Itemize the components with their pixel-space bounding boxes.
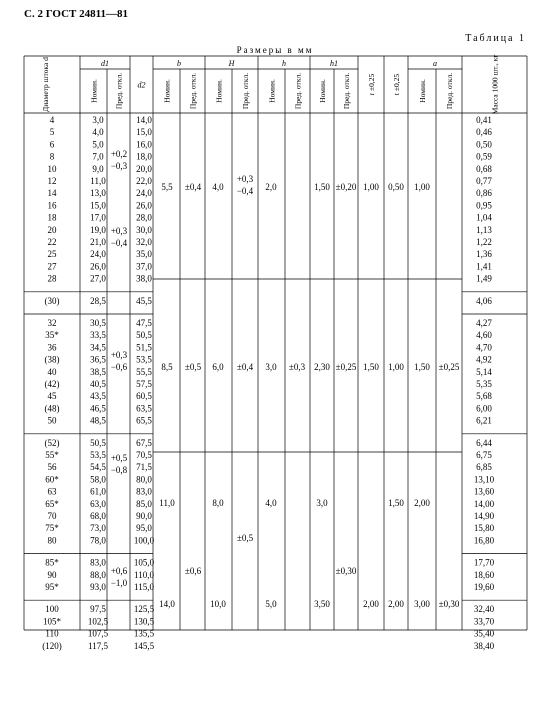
- h-tol-cell: ±0,3: [288, 362, 306, 372]
- mass-cell: 0,59: [476, 151, 492, 162]
- d2-cell: 63,5: [136, 403, 152, 414]
- group-header-h1: h1: [330, 59, 338, 68]
- r-cell: 1,50: [363, 362, 379, 372]
- H-tol-cell: +0,3: [236, 174, 254, 184]
- mass-cell: 4,27: [476, 318, 492, 328]
- d1-cell: 11,0: [90, 176, 106, 186]
- d2-cell: 60,5: [136, 391, 152, 402]
- mass-cell: 1,22: [476, 237, 492, 247]
- h-nom-cell: 2,0: [265, 182, 277, 192]
- diameter-cell: 75*: [45, 523, 59, 534]
- diameter-cell: 60*: [45, 474, 59, 485]
- mass-cell: 0,41: [476, 115, 492, 125]
- group-header-H: H: [228, 59, 235, 68]
- header-nominal: Номин.: [318, 79, 327, 103]
- d2-cell: 90,0: [136, 511, 152, 521]
- diameter-cell: 6: [49, 139, 55, 150]
- diameter-cell: 45: [47, 391, 57, 402]
- diameter-cell: 12: [47, 176, 57, 186]
- d2-cell: 18,0: [136, 151, 152, 162]
- mass-cell: 0,77: [476, 176, 492, 186]
- diameter-cell: 10: [47, 163, 57, 174]
- d2-cell: 105,0: [133, 557, 155, 568]
- d1-cell: 4,0: [92, 127, 104, 138]
- diameter-cell: 63: [47, 486, 57, 497]
- d1-cell: 28,5: [90, 295, 106, 306]
- d1-cell: 78,0: [90, 535, 106, 546]
- group-header-d1: d1: [101, 59, 109, 68]
- d2-cell: 65,5: [136, 415, 152, 426]
- mass-cell: 0,68: [476, 163, 492, 174]
- a-nom-cell: 2,00: [414, 498, 430, 508]
- d2-cell: 15,0: [136, 127, 152, 138]
- mass-cell: 4,06: [476, 295, 492, 306]
- mass-cell: 0,46: [476, 127, 492, 138]
- b-tol-cell: ±0,6: [184, 566, 202, 576]
- diameter-cell: 35*: [45, 330, 59, 341]
- d1-cell: 48,5: [90, 415, 106, 426]
- diameter-cell: 16: [47, 200, 57, 211]
- b-nom-cell: 14,0: [159, 599, 175, 609]
- d1-cell: 107,5: [87, 628, 109, 639]
- H-tol-cell: ±0,5: [236, 533, 254, 543]
- d1-cell: 40,5: [90, 379, 106, 389]
- d2-cell: 130,5: [133, 616, 155, 627]
- d2-cell: 55,5: [136, 366, 152, 377]
- d1-cell: 17,0: [90, 212, 106, 223]
- H-nom-cell: 8,0: [212, 498, 224, 508]
- d1-cell: 13,0: [90, 188, 106, 199]
- a-nom-cell: 3,00: [414, 599, 430, 609]
- header-tolerance: Пред. откл.: [293, 72, 303, 110]
- d2-cell: 37,0: [136, 261, 152, 272]
- d2-cell: 80,0: [136, 474, 152, 485]
- mass-cell: 5,14: [476, 366, 492, 377]
- d2-cell: 51,5: [136, 342, 152, 353]
- diameter-cell: 105*: [43, 616, 61, 627]
- d1-cell: 15,0: [90, 200, 106, 211]
- diameter-cell: 25: [47, 249, 57, 260]
- d2-cell: 26,0: [136, 200, 152, 211]
- d1-cell: 97,5: [90, 604, 106, 615]
- d1-tol-cell: +0,2: [110, 149, 128, 159]
- d1-cell: 43,5: [90, 391, 106, 402]
- d1-cell: 50,5: [90, 437, 106, 448]
- a-tol-cell: ±0,25: [438, 362, 460, 372]
- H-tol-cell: −0,4: [236, 186, 254, 196]
- d1-tol-cell: −0,3: [110, 161, 128, 171]
- d1-cell: 26,0: [90, 261, 106, 272]
- page-header: С. 2 ГОСТ 24811—81: [24, 8, 129, 20]
- d2-cell: 22,0: [136, 176, 152, 186]
- d1-cell: 63,0: [90, 498, 106, 509]
- d1-cell: 93,0: [90, 582, 106, 592]
- d1-cell: 61,0: [90, 486, 106, 497]
- d1-cell: 21,0: [90, 237, 106, 247]
- d1-cell: 3,0: [92, 115, 104, 125]
- group-header-h: h: [282, 59, 286, 68]
- t-cell: 2,00: [388, 599, 404, 609]
- d2-cell: 110,0: [134, 569, 154, 580]
- header-r: r ±0,25: [367, 73, 376, 96]
- mass-cell: 17,70: [473, 557, 495, 568]
- mass-cell: 0,86: [476, 188, 492, 199]
- header-tolerance: Пред. откл.: [342, 72, 351, 110]
- diameter-cell: 36: [47, 342, 57, 353]
- mass-cell: 35,40: [473, 628, 495, 639]
- H-tol-cell: ±0,4: [236, 362, 254, 372]
- diameter-cell: 22: [47, 237, 57, 247]
- mass-cell: 5,68: [476, 391, 492, 402]
- diameter-cell: (52): [44, 437, 60, 448]
- d1-cell: 36,5: [90, 354, 106, 365]
- diameter-cell: 56: [47, 462, 57, 473]
- H-nom-cell: 4,0: [212, 182, 224, 192]
- h1-nom-cell: 3,50: [314, 599, 330, 609]
- d2-cell: 115,0: [134, 582, 154, 592]
- header-diameter: Диаметр штока d: [41, 57, 50, 112]
- mass-cell: 6,85: [476, 462, 492, 473]
- diameter-cell: 4: [49, 115, 55, 125]
- h1-tol-cell: ±0,20: [335, 182, 357, 192]
- header-tolerance: Пред. откл.: [114, 72, 124, 110]
- d1-cell: 68,0: [90, 511, 106, 521]
- mass-cell: 4,92: [476, 354, 492, 365]
- h1-tol-cell: ±0,30: [335, 566, 357, 576]
- d1-tol-cell: +0,6: [110, 566, 128, 576]
- mass-cell: 14,90: [473, 511, 495, 521]
- header-tolerance: Пред. откл.: [445, 72, 454, 110]
- mass-cell: 13,10: [473, 474, 495, 485]
- mass-cell: 6,44: [476, 437, 492, 448]
- mass-cell: 4,70: [476, 342, 492, 353]
- d2-cell: 100,0: [133, 535, 155, 546]
- diameter-cell: (38): [44, 354, 60, 365]
- d2-cell: 32,0: [136, 237, 152, 247]
- H-nom-cell: 6,0: [212, 362, 224, 372]
- d2-cell: 71,5: [136, 462, 152, 473]
- mass-cell: 14,00: [473, 498, 495, 509]
- diameter-cell: 28: [47, 273, 57, 284]
- mass-cell: 5,35: [476, 379, 492, 389]
- d1-cell: 24,0: [90, 249, 106, 260]
- d1-cell: 9,0: [92, 163, 104, 174]
- diameter-cell: 8: [49, 151, 55, 162]
- d1-tol-cell: +0,5: [110, 453, 128, 463]
- d2-cell: 85,0: [136, 498, 152, 509]
- mass-cell: 1,36: [476, 249, 492, 260]
- diameter-cell: 80: [47, 535, 57, 546]
- mass-cell: 6,00: [476, 403, 492, 414]
- mass-cell: 4,60: [476, 330, 492, 341]
- d1-cell: 83,0: [90, 557, 106, 568]
- d2-cell: 125,5: [133, 604, 155, 615]
- d1-cell: 27,0: [90, 273, 106, 284]
- diameter-cell: 14: [47, 188, 57, 199]
- diameter-cell: 90: [47, 569, 57, 580]
- diameter-cell: (42): [44, 379, 60, 389]
- t-cell: 0,50: [388, 182, 404, 192]
- diameter-cell: 20: [47, 224, 57, 235]
- d2-cell: 57,5: [136, 379, 152, 389]
- mass-cell: 1,13: [476, 224, 492, 235]
- mass-cell: 15,80: [473, 523, 495, 534]
- d2-cell: 14,0: [136, 115, 152, 125]
- mass-cell: 6,75: [476, 450, 492, 460]
- mass-cell: 16,80: [473, 535, 495, 546]
- header-t: t ±0,25: [392, 73, 401, 96]
- d1-cell: 102,5: [87, 616, 109, 627]
- t-cell: 1,50: [388, 498, 404, 508]
- d1-tol-cell: −0,6: [110, 362, 128, 372]
- mass-cell: 0,50: [476, 139, 492, 150]
- diameter-cell: 55*: [45, 450, 59, 460]
- diameter-cell: (48): [44, 403, 60, 414]
- h1-tol-cell: ±0,25: [335, 362, 357, 372]
- units-caption: Размеры в мм: [236, 45, 314, 55]
- d1-cell: 5,0: [92, 139, 104, 150]
- diameter-cell: 85*: [45, 557, 59, 568]
- diameter-cell: 70: [47, 511, 57, 521]
- mass-cell: 18,60: [473, 569, 495, 580]
- h1-nom-cell: 1,50: [314, 182, 330, 192]
- b-nom-cell: 11,0: [159, 498, 175, 508]
- r-cell: 2,00: [363, 599, 379, 609]
- b-tol-cell: ±0,4: [184, 182, 202, 192]
- d2-cell: 47,5: [136, 318, 152, 328]
- table-label: Таблица 1: [465, 33, 526, 44]
- mass-cell: 6,21: [476, 415, 492, 426]
- d1-tol-cell: −1,0: [110, 578, 128, 588]
- mass-cell: 13,60: [473, 486, 495, 497]
- d1-cell: 58,0: [90, 474, 106, 485]
- d1-cell: 30,5: [90, 318, 106, 328]
- b-nom-cell: 5,5: [161, 182, 173, 192]
- h1-nom-cell: 2,30: [314, 362, 330, 372]
- diameter-cell: (120): [42, 640, 62, 651]
- d1-cell: 117,5: [88, 640, 108, 651]
- diameter-cell: 65*: [45, 498, 59, 509]
- group-header-b: b: [177, 59, 181, 68]
- d1-cell: 7,0: [92, 151, 104, 162]
- d1-tol-cell: −0,4: [110, 238, 128, 248]
- d1-cell: 54,5: [90, 462, 106, 473]
- header-nominal: Номин.: [162, 79, 172, 103]
- d1-cell: 33,5: [90, 330, 106, 341]
- r-cell: 1,00: [363, 182, 379, 192]
- header-d2: d2: [137, 80, 146, 90]
- d2-cell: 45,5: [136, 295, 152, 306]
- d2-cell: 70,5: [136, 450, 152, 460]
- a-nom-cell: 1,50: [414, 362, 430, 372]
- d1-cell: 34,5: [90, 342, 106, 353]
- d1-cell: 88,0: [90, 569, 106, 580]
- header-mass: Масса 1000 шт., кг: [490, 54, 500, 115]
- mass-cell: 1,49: [476, 273, 492, 284]
- d2-cell: 53,5: [136, 354, 152, 365]
- header-nominal: Номин.: [214, 79, 224, 103]
- header-nominal: Номин.: [89, 79, 99, 103]
- d2-cell: 95,0: [136, 523, 152, 534]
- header-tolerance: Пред. откл.: [241, 72, 250, 110]
- mass-cell: 32,40: [473, 604, 495, 615]
- t-cell: 1,00: [388, 362, 404, 372]
- mass-cell: 1,41: [476, 261, 492, 272]
- diameter-cell: 100: [45, 604, 59, 615]
- diameter-cell: 18: [47, 212, 57, 223]
- diameter-cell: (30): [44, 295, 60, 306]
- d2-cell: 135,5: [133, 628, 155, 639]
- diameter-cell: 5: [49, 127, 55, 138]
- header-tolerance: Пред. откл.: [188, 72, 198, 110]
- h-nom-cell: 5,0: [265, 599, 277, 609]
- d2-cell: 38,0: [136, 273, 152, 284]
- a-tol-cell: ±0,30: [438, 599, 460, 609]
- d2-cell: 83,0: [136, 486, 152, 497]
- d1-cell: 73,0: [90, 523, 106, 534]
- d2-cell: 30,0: [136, 224, 152, 235]
- group-header-a: a: [433, 59, 437, 68]
- d1-cell: 19,0: [90, 224, 106, 235]
- diameter-cell: 40: [47, 366, 57, 377]
- d2-cell: 67,5: [136, 437, 152, 448]
- d1-cell: 53,5: [90, 450, 106, 460]
- d2-cell: 28,0: [136, 212, 152, 223]
- d2-cell: 50,5: [136, 330, 152, 341]
- mass-cell: 33,70: [473, 616, 495, 627]
- diameter-cell: 110: [45, 628, 59, 639]
- a-nom-cell: 1,00: [414, 182, 430, 192]
- d2-cell: 16,0: [136, 139, 152, 150]
- mass-cell: 0,95: [476, 200, 492, 211]
- mass-cell: 19,60: [473, 582, 495, 592]
- header-nominal: Номин.: [267, 79, 277, 103]
- b-nom-cell: 8,5: [161, 362, 173, 372]
- mass-cell: 1,04: [476, 212, 492, 223]
- d2-cell: 35,0: [136, 249, 152, 260]
- d1-cell: 46,5: [90, 403, 106, 414]
- d1-tol-cell: +0,3: [110, 350, 128, 360]
- d2-cell: 20,0: [136, 163, 152, 174]
- diameter-cell: 27: [47, 261, 57, 272]
- d1-tol-cell: −0,8: [110, 465, 128, 475]
- H-nom-cell: 10,0: [210, 599, 226, 609]
- diameter-cell: 95*: [45, 582, 59, 592]
- h1-nom-cell: 3,0: [316, 498, 328, 508]
- h-nom-cell: 3,0: [265, 362, 277, 372]
- h-nom-cell: 4,0: [265, 498, 277, 508]
- b-tol-cell: ±0,5: [184, 362, 202, 372]
- mass-cell: 38,40: [473, 640, 495, 651]
- diameter-cell: 50: [47, 415, 57, 426]
- diameter-cell: 32: [47, 318, 57, 328]
- header-nominal: Номин.: [418, 79, 427, 103]
- d2-cell: 24,0: [136, 188, 152, 199]
- d2-cell: 145,5: [133, 640, 155, 651]
- d1-cell: 38,5: [90, 366, 106, 377]
- d1-tol-cell: +0,3: [110, 226, 128, 236]
